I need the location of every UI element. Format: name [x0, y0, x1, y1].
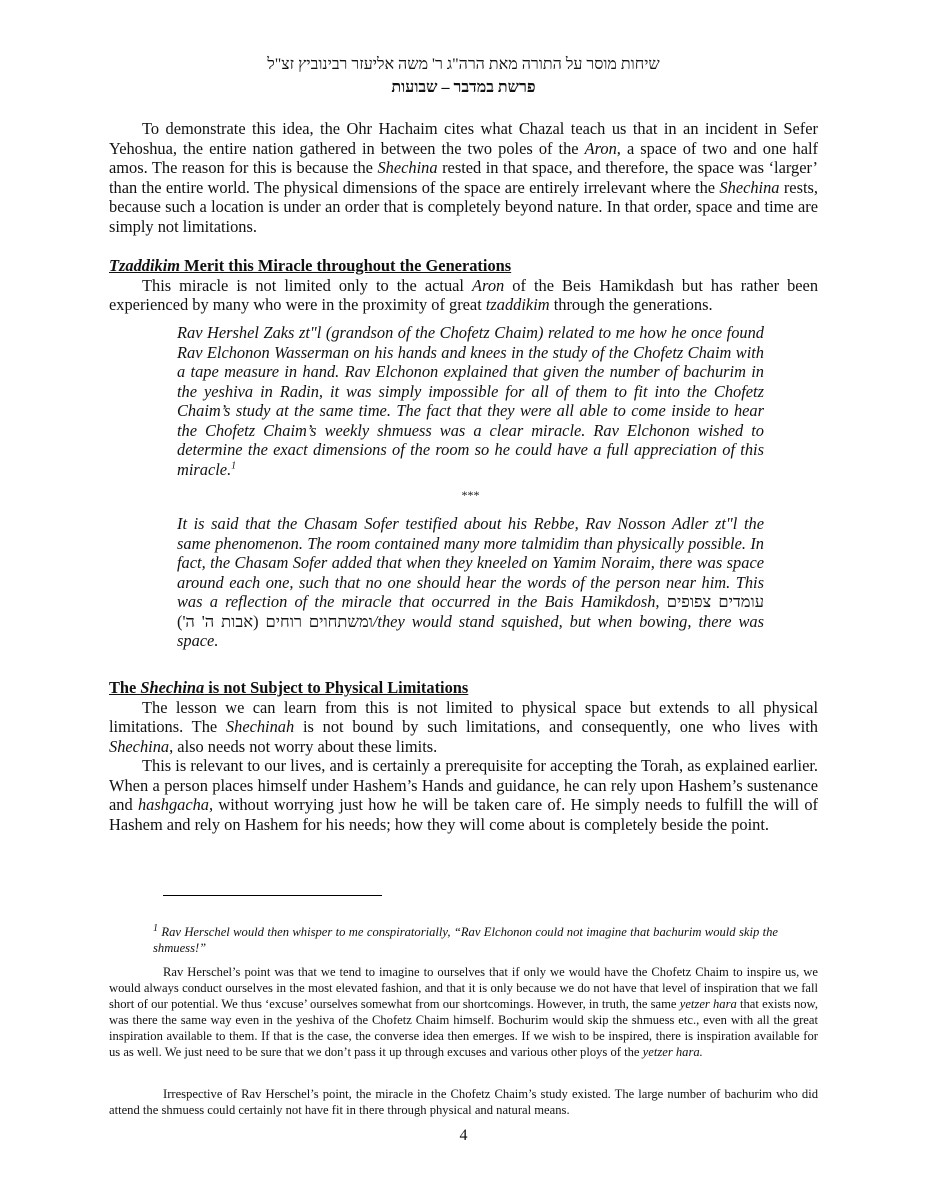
footnote-divider	[163, 895, 382, 896]
block-quote-chasam-sofer: It is said that the Chasam Sofer testified about his Rebbe, Rav Nosson Adler zt"l the same phenomenon. The room contained many more talmidim than physically possible. In fact, the Chasam Sofer added that when they kneeled on Yamim Noraim, there was space around each one, such that no one should hear the words of the person near him. This was a reflection of the miracle that occurred in the Bais Hamikdosh, עומדים צפופים ומשתחוים רוחים (אבות ה' ה')/they would stand squished, but when bowing, there was space.	[177, 514, 764, 650]
running-header-parsha: פרשת במדבר – שבועות	[391, 79, 536, 96]
footnote-1: $^1$ Rav Herschel would then whisper to me conspiratorially, “Rav Elchonon could not imagine that bachurim would skip the shmuess!”	[153, 922, 778, 955]
section-tzaddikim	[109, 256, 818, 315]
running-header-title: שיחות מוסר על התורה מאת הרה"ג ר' משה אליעזר רבינוביץ זצ"ל	[267, 56, 660, 73]
section-heading: The Shechina is not Subject to Physical Limitations	[109, 678, 469, 697]
footnote-paragraph: Rav Herschel’s point was that we tend to imagine to ourselves that if only we would have the Chofetz Chaim to inspire us, we would always conduct ourselves in the most elevated fashion, and that it is only because we do not have that level of inspiration that we fall short of our potential. We thus ‘excuse’ ourselves somewhat from our shortcomings. However, in truth, the same yetzer hara that exists now, was there the same way even in the yeshiva of the Chofetz Chaim himself. Bochurim would skip the shmuess etc., even with all the great inspiration available to them. If that is the case, the converse idea then emerges. If we wish to be inspired, there is inspiration available for us as well. We just need to be sure that we don’t pass it up through excuses and various other ploys of the yetzer hara.	[109, 965, 818, 1059]
page-number: 4	[459, 1127, 468, 1144]
hebrew-quote: עומדים צפופים ומשתחוים רוחים (אבות ה' ה')	[177, 592, 764, 631]
section-paragraph: The lesson we can learn from this is not limited to physical space but extends to all physical limitations. The Shechinah is not bound by such limitations, and consequently, one who lives with Shechina, also needs not worry about these limits.	[109, 697, 818, 756]
footnote-ref[interactable]: 1	[231, 460, 237, 472]
section-paragraph: This miracle is not limited only to the actual Aron of the Beis Hamikdash but has rather been experienced by many who were in the proximity of great tzaddikim through the generations.	[109, 275, 819, 314]
section-paragraph: This is relevant to our lives, and is certainly a prerequisite for accepting the Torah, as explained earlier. When a person places himself under Hashem’s Hands and guidance, he can rely upon Hashem’s sustenance and hashgacha, without worrying just how he will be taken care of. He simply needs to fulfill the will of Hashem and rely on Hashem for his needs; how they will come about is completely beside the point.	[109, 756, 819, 834]
footnote-paragraph: Irrespective of Rav Herschel’s point, the miracle in the Chofetz Chaim’s study existed. The large number of bachurim who did attend the shmuess could certainly not have fit in there through physical and natural means.	[109, 1087, 818, 1117]
block-quote-elchonon: Rav Hershel Zaks zt"l (grandson of the Chofetz Chaim) related to me how he once found Rav Elchonon Wasserman on his hands and knees in the study of the Chofetz Chaim with a tape measure in hand. Rav Elchonon explained that given the number of bachurim in the yeshiva in Radin, it was simply impossible for all of them to fit into the Chofetz Chaim’s study at the same time. The fact that they were all able to come inside to hear the Chofetz Chaim’s weekly shmuess was a clear miracle. Rav Elchonon wished to determine the exact dimensions of the room so he could have a full appreciation of this miracle.$^1$	[177, 323, 764, 479]
section-separator: ***	[461, 488, 480, 502]
section-heading: Tzaddikim Merit this Miracle throughout the Generations	[109, 256, 512, 275]
intro-paragraph: To demonstrate this idea, the Ohr Hachaim cites what Chazal teach us that in an incident in Sefer Yehoshua, the entire nation gathered in between the two poles of the Aron, a space of two and one half amos. The reason for this is because the Shechina rested in that space, and therefore, the space was ‘larger’ than the entire world. The physical dimensions of the space are entirely irrelevant where the Shechina rests, because such a location is under an order that is completely beyond nature. In that order, space and time are simply not limitations.	[109, 119, 819, 236]
section-shechina	[109, 678, 818, 834]
